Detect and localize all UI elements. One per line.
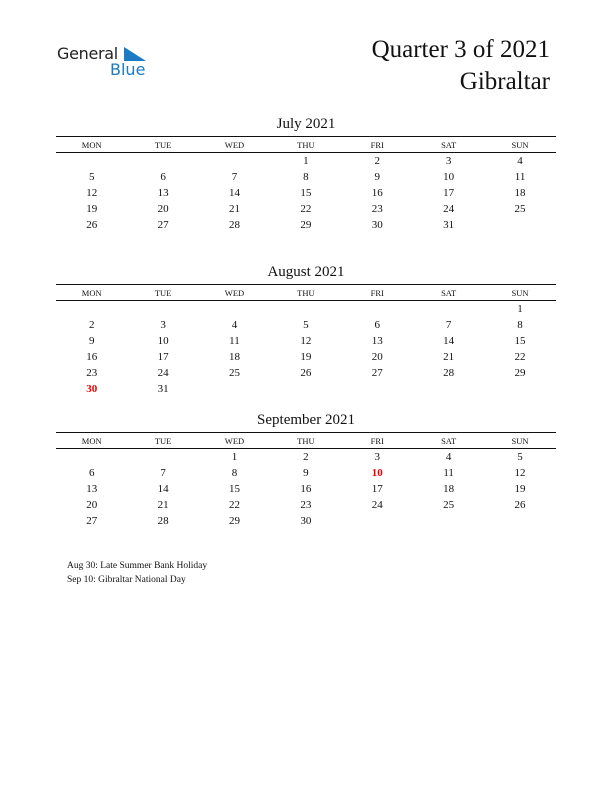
day-cell: 17 <box>157 351 169 363</box>
day-cell: 8 <box>231 467 238 479</box>
day-cell: 1 <box>517 303 523 315</box>
day-cell: 26 <box>514 499 526 511</box>
week-row <box>56 365 556 381</box>
holiday-notes <box>67 559 207 587</box>
week-row <box>56 481 556 497</box>
day-cell: 17 <box>371 483 383 495</box>
day-cell: 24 <box>443 203 455 215</box>
day-cell: 14 <box>228 187 240 199</box>
day-cell: 29 <box>514 367 526 379</box>
day-cell: 23 <box>371 203 383 215</box>
day-cell: 29 <box>228 515 240 527</box>
day-cell: 13 <box>371 335 383 347</box>
logo-blue: Blue <box>110 60 146 79</box>
logo-general: General <box>57 44 118 63</box>
holiday-day: 30 <box>86 383 98 395</box>
day-cell: 3 <box>374 451 380 463</box>
day-cell: 5 <box>303 319 309 331</box>
weekday-label: MON <box>81 287 102 298</box>
day-cell: 23 <box>86 367 98 379</box>
day-cell: 31 <box>157 383 169 395</box>
day-cell: 19 <box>514 483 526 495</box>
week-row <box>56 513 556 529</box>
day-cell: 18 <box>443 483 455 495</box>
day-cell: 14 <box>443 335 455 347</box>
weekday-label: SAT <box>441 139 457 150</box>
day-cell: 17 <box>443 187 455 199</box>
weekday-label: THU <box>297 287 315 298</box>
weekday-label: SAT <box>441 435 457 446</box>
day-cell: 27 <box>86 515 98 527</box>
logo-triangle-icon <box>124 47 146 61</box>
day-cell: 5 <box>88 171 95 183</box>
week-row <box>56 449 556 465</box>
weekday-label: WED <box>224 287 245 298</box>
day-cell: 30 <box>300 515 312 527</box>
week-row <box>56 201 556 217</box>
day-cell: 16 <box>300 483 312 495</box>
weekday-header <box>56 284 556 301</box>
weekday-label: TUE <box>154 287 172 298</box>
page-title: Quarter 3 of 2021 <box>371 36 550 63</box>
day-cell: 9 <box>88 335 95 347</box>
day-cell: 15 <box>514 335 526 347</box>
day-cell: 3 <box>445 155 452 167</box>
weekday-label: WED <box>224 139 245 150</box>
day-cell: 11 <box>229 335 240 347</box>
day-cell: 19 <box>300 351 312 363</box>
day-cell: 20 <box>157 203 169 215</box>
day-cell: 20 <box>86 499 98 511</box>
day-cell: 27 <box>371 367 383 379</box>
day-cell: 27 <box>157 219 169 231</box>
day-cell: 13 <box>86 483 98 495</box>
day-cell: 18 <box>514 187 526 199</box>
weekday-label: SUN <box>511 287 529 298</box>
week-row <box>56 497 556 513</box>
day-cell: 21 <box>228 203 240 215</box>
holiday-day: 10 <box>371 467 383 479</box>
week-row <box>56 381 556 397</box>
month-title: July 2021 <box>276 116 336 132</box>
day-cell: 4 <box>445 451 452 463</box>
day-cell: 25 <box>228 367 240 379</box>
weekday-label: SUN <box>511 435 529 446</box>
day-cell: 11 <box>443 467 454 479</box>
weekday-label: SUN <box>511 139 529 150</box>
day-cell: 12 <box>514 467 526 479</box>
day-cell: 8 <box>303 171 309 183</box>
day-cell: 7 <box>231 171 238 183</box>
weekday-label: TUE <box>154 139 172 150</box>
weekday-label: TUE <box>154 435 172 446</box>
day-cell: 22 <box>228 499 240 511</box>
day-cell: 29 <box>300 219 312 231</box>
weekday-label: FRI <box>370 435 384 446</box>
week-row <box>56 217 556 233</box>
day-cell: 7 <box>445 319 452 331</box>
week-row <box>56 349 556 365</box>
weekday-header <box>56 136 556 153</box>
day-cell: 6 <box>374 319 380 331</box>
day-cell: 1 <box>303 155 309 167</box>
day-cell: 15 <box>300 187 312 199</box>
day-cell: 23 <box>300 499 312 511</box>
day-cell: 3 <box>160 319 166 331</box>
day-cell: 30 <box>371 219 383 231</box>
day-cell: 18 <box>228 351 240 363</box>
day-cell: 26 <box>300 367 312 379</box>
day-cell: 2 <box>374 155 380 167</box>
weekday-label: THU <box>297 139 315 150</box>
month-title: August 2021 <box>267 264 345 280</box>
day-cell: 15 <box>228 483 240 495</box>
weekday-label: FRI <box>370 287 384 298</box>
weekday-header <box>56 432 556 449</box>
day-cell: 10 <box>157 335 169 347</box>
week-row <box>56 153 556 169</box>
day-cell: 7 <box>160 467 166 479</box>
month-2 <box>56 412 556 529</box>
day-cell: 24 <box>157 367 169 379</box>
day-cell: 22 <box>300 203 312 215</box>
day-cell: 16 <box>371 187 383 199</box>
day-cell: 20 <box>371 351 383 363</box>
day-cell: 6 <box>160 171 166 183</box>
day-cell: 11 <box>514 171 526 183</box>
day-cell: 31 <box>443 219 455 231</box>
day-cell: 28 <box>443 367 455 379</box>
weekday-label: WED <box>224 435 245 446</box>
country-name: Gibraltar <box>459 68 550 95</box>
day-cell: 12 <box>86 187 98 199</box>
day-cell: 2 <box>303 451 309 463</box>
holiday-note: Sep 10: Gibraltar National Day <box>67 575 186 585</box>
weekday-label: FRI <box>370 139 384 150</box>
day-cell: 6 <box>88 467 95 479</box>
weekday-label: MON <box>81 435 102 446</box>
week-row <box>56 169 556 185</box>
day-cell: 16 <box>86 351 98 363</box>
day-cell: 4 <box>231 319 238 331</box>
day-cell: 9 <box>303 467 309 479</box>
weekday-label: MON <box>81 139 102 150</box>
day-cell: 9 <box>374 171 380 183</box>
month-title: September 2021 <box>257 412 355 428</box>
day-cell: 21 <box>443 351 455 363</box>
day-cell: 28 <box>228 219 240 231</box>
day-cell: 4 <box>517 155 523 167</box>
day-cell: 12 <box>300 335 312 347</box>
day-cell: 10 <box>443 171 455 183</box>
day-cell: 24 <box>371 499 383 511</box>
day-cell: 19 <box>86 203 98 215</box>
week-row <box>56 333 556 349</box>
day-cell: 22 <box>514 351 526 363</box>
weekday-label: THU <box>297 435 315 446</box>
month-0 <box>56 116 556 233</box>
week-row <box>56 465 556 481</box>
day-cell: 1 <box>231 451 238 463</box>
day-cell: 21 <box>157 499 169 511</box>
week-row <box>56 301 556 317</box>
day-cell: 28 <box>157 515 169 527</box>
holiday-note: Aug 30: Late Summer Bank Holiday <box>67 561 208 571</box>
day-cell: 8 <box>517 319 523 331</box>
day-cell: 26 <box>86 219 98 231</box>
day-cell: 5 <box>517 451 523 463</box>
day-cell: 13 <box>157 187 169 199</box>
week-row <box>56 317 556 333</box>
day-cell: 25 <box>443 499 455 511</box>
week-row <box>56 185 556 201</box>
month-1 <box>56 264 556 397</box>
day-cell: 14 <box>157 483 169 495</box>
weekday-label: SAT <box>441 287 457 298</box>
day-cell: 2 <box>88 319 95 331</box>
day-cell: 25 <box>514 203 526 215</box>
